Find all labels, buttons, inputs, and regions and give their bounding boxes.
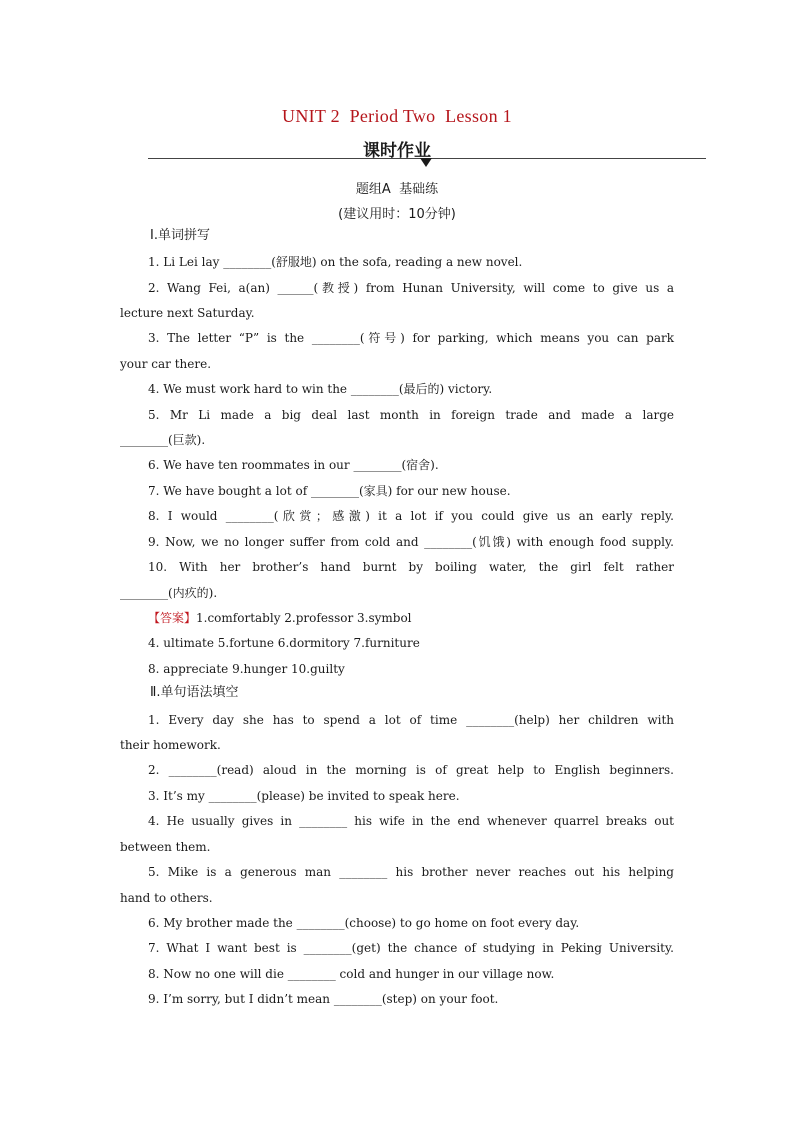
question-line: 7. What I want best is ________(get) the chance of studying in Peking University. [148, 941, 674, 955]
page-subtitle: 课时作业 [363, 141, 431, 161]
question-line: their homework. [120, 738, 221, 752]
answer-line: 4. ultimate 5.fortune 6.dormitory 7.furniture [148, 636, 420, 650]
question-line: ________(巨款). [120, 433, 206, 447]
question-line: lecture next Saturday. [120, 306, 255, 320]
question-line: 6. We have ten roommates in our ________(宿舍). [148, 458, 439, 472]
question-line: 4. We must work hard to win the ________(最后的) victory. [148, 382, 493, 396]
question-line: 2. Wang Fei, a(an) ______(教授) from Hunan University, will come to give us a [148, 281, 674, 295]
page-title: UNIT 2 Period Two Lesson 1 [282, 106, 512, 126]
question-line: 9. Now, we no longer suffer from cold and ________(饥饿) with enough food supply. [148, 535, 674, 549]
question-line: your car there. [120, 357, 212, 371]
question-line: ________(内疚的). [120, 586, 218, 600]
question-line: 1. Li Lei lay ________(舒服地) on the sofa, reading a new novel. [148, 255, 523, 269]
question-line: 8. I would ________(欣赏；感激) it a lot if you could give us an early reply. [148, 509, 674, 523]
question-line: 8. Now no one will die ________ cold and hunger in our village now. [148, 967, 555, 981]
question-line: 2. ________(read) aloud in the morning is of great help to English beginners. [148, 763, 674, 777]
group-label: 题组A 基础练 [355, 182, 439, 197]
question-line: between them. [120, 840, 211, 854]
triangle-marker-icon [420, 158, 432, 167]
answer-line [148, 610, 674, 626]
answer-label: 【答案】 [148, 611, 197, 625]
answer-text: 1.comfortably 2.professor 3.symbol [196, 611, 412, 625]
question-line: 3. It’s my ________(please) be invited to speak here. [148, 789, 460, 803]
question-line: 1. Every day she has to spend a lot of time ________(help) her children with [148, 713, 674, 727]
question-line: 6. My brother made the ________(choose) to go home on foot every day. [148, 916, 580, 930]
question-line: 10. With her brother’s hand burnt by boiling water, the girl felt rather [148, 560, 674, 574]
question-line: 5. Mr Li made a big deal last month in foreign trade and made a large [148, 408, 674, 422]
question-line: 7. We have bought a lot of ________(家具) for our new house. [148, 484, 511, 498]
section-heading: Ⅱ.单句语法填空 [150, 685, 239, 700]
answer-line: 8. appreciate 9.hunger 10.guilty [148, 662, 345, 676]
question-line: 3. The letter “P” is the ________(符号) for parking, which means you can park [148, 331, 674, 345]
question-line: 9. I’m sorry, but I didn’t mean ________(step) on your foot. [148, 992, 499, 1006]
question-line: hand to others. [120, 891, 213, 905]
section-heading: Ⅰ.单词拼写 [150, 228, 210, 243]
question-line: 4. He usually gives in ________ his wife in the end whenever quarrel breaks out [148, 814, 674, 828]
suggested-time: (建议用时：10分钟) [338, 207, 456, 222]
question-line: 5. Mike is a generous man ________ his brother never reaches out his helping [148, 865, 674, 879]
